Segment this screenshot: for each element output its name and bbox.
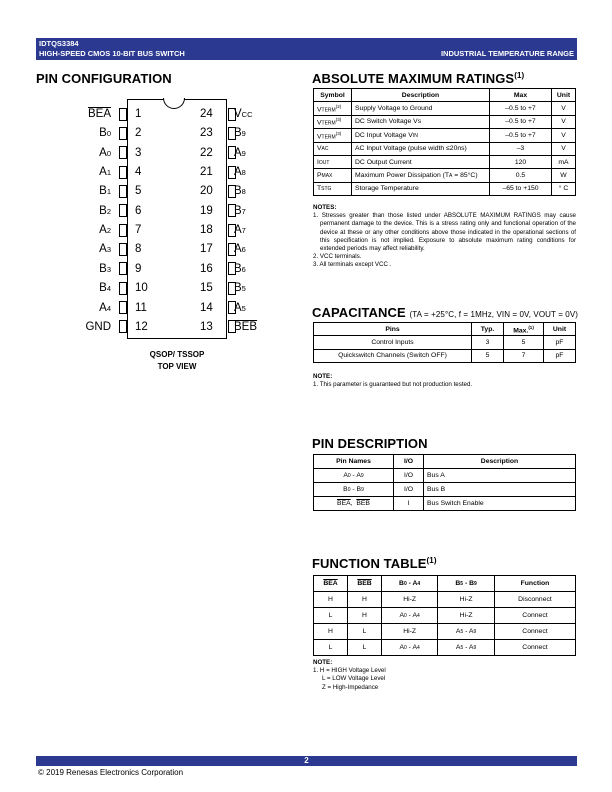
abs-max-notes	[313, 204, 576, 270]
pin-lead	[119, 224, 127, 237]
abs-max-title-text: ABSOLUTE MAXIMUM RATINGS	[312, 71, 515, 86]
table-cell: I/O	[394, 483, 424, 497]
pin-number: 11	[135, 301, 147, 314]
pin-lead	[119, 282, 127, 295]
pin-left-10	[60, 280, 150, 296]
function-table-title-text: FUNCTION TABLE	[312, 556, 427, 571]
pin-name: $\overline{BEB}$	[234, 320, 258, 333]
temperature-range: INDUSTRIAL TEMPERATURE RANGE	[440, 49, 574, 58]
pin-name: A3	[99, 243, 111, 256]
pin-lead	[119, 243, 127, 256]
table-row	[314, 182, 576, 195]
pin-name: B0	[99, 127, 111, 140]
table-cell: 120	[490, 155, 552, 168]
table-cell: mA	[552, 155, 576, 168]
pin-name: A8	[234, 166, 246, 179]
table-cell: AC Input Voltage (pulse width ≤20ns)	[352, 142, 490, 155]
pin-left-12	[60, 319, 150, 335]
table-cell: 5	[472, 349, 504, 362]
table-row	[314, 349, 576, 362]
pin-name: B8	[234, 185, 246, 198]
table-cell: pF	[544, 336, 576, 349]
pin-right-23	[200, 125, 290, 141]
pin-name: A1	[99, 166, 111, 179]
abs-max-notes-label: NOTES:	[313, 204, 337, 211]
pin-number: 12	[135, 320, 148, 333]
pin-left-4	[60, 164, 150, 180]
table-header-cell: Unit	[544, 323, 576, 336]
pin-lead	[119, 301, 127, 314]
pin-left-9	[60, 261, 150, 277]
table-header-cell: Typ.	[472, 323, 504, 336]
table-cell: V	[552, 102, 576, 115]
pin-right-21	[200, 164, 290, 180]
pin-number: 3	[135, 146, 142, 159]
pin-number: 1	[135, 108, 142, 120]
table-row	[314, 336, 576, 349]
package-caption	[127, 349, 227, 373]
pin-left-5	[60, 183, 150, 199]
table-cell: A0 - A4	[382, 608, 438, 624]
table-header-cell: B0 - A4	[382, 576, 438, 592]
table-header-row	[314, 323, 576, 336]
pin-number: 20	[200, 185, 213, 198]
table-header-cell: Max.$^{(1)}$	[504, 323, 544, 336]
table-header-cell: Symbol	[314, 89, 352, 102]
pin-name: B9	[234, 127, 246, 140]
capacitance-note-label: NOTE:	[313, 373, 333, 380]
table-cell: 7	[504, 349, 544, 362]
capacitance-table	[313, 322, 576, 363]
pin-lead	[119, 262, 127, 275]
table-header-row	[314, 89, 576, 102]
table-cell: VTERM$^{(2)}$	[314, 102, 352, 115]
pin-lead	[119, 204, 127, 217]
pin-name: $\overline{BEA}$	[87, 108, 111, 120]
table-cell: H	[314, 592, 348, 608]
pin-lead	[119, 185, 127, 198]
table-cell: TSTG	[314, 182, 352, 195]
table-cell: Storage Temperature	[352, 182, 490, 195]
function-note-3: Z = High-Impedance	[322, 683, 379, 691]
pin-number: 23	[200, 127, 213, 140]
abs-max-table	[313, 88, 576, 196]
pin-left-2	[60, 125, 150, 141]
table-cell: IOUT	[314, 155, 352, 168]
pin-left-3	[60, 145, 150, 161]
table-cell: VTERM$^{(3)}$	[314, 115, 352, 128]
table-cell: –65 to +150	[490, 182, 552, 195]
table-cell: Bus B	[424, 483, 576, 497]
table-header-cell: Max	[490, 89, 552, 102]
table-cell: $\overline{BEA}$, $\overline{BEB}$	[314, 497, 394, 511]
pin-lead	[119, 127, 127, 140]
capacitance-title	[312, 305, 578, 320]
page-header	[36, 38, 577, 60]
abs-max-note-1: 1. Stresses greater than those listed under ABSOLUTE MAXIMUM RATINGS may cause permanent damage to the device. This is a stress rating only and functional operation of the device at these or any other conditions above those indicated in the operational sections of this specification is not implied. Exposure to absolute maximum rating conditions for extended periods may affect reliability.	[313, 212, 576, 253]
pin-desc-title: PIN DESCRIPTION	[312, 436, 428, 451]
pin-number: 17	[200, 243, 213, 256]
function-table-notes	[313, 659, 576, 692]
table-row	[314, 155, 576, 168]
table-header-row	[314, 455, 576, 469]
table-cell: A0 - A9	[314, 469, 394, 483]
table-cell: L	[314, 608, 348, 624]
pin-right-19	[200, 203, 290, 219]
pin-number: 24	[200, 108, 213, 120]
table-cell: Disconnect	[494, 592, 575, 608]
table-cell: L	[314, 640, 348, 656]
capacitance-note: 1. This parameter is guaranteed but not production tested.	[313, 381, 473, 389]
pin-number: 14	[200, 301, 213, 314]
table-cell: DC Switch Voltage Vs	[352, 115, 490, 128]
pin-number: 5	[135, 185, 142, 198]
table-cell: –0.5 to +7	[490, 115, 552, 128]
table-cell: Maximum Power Dissipation (TA = 85°C)	[352, 169, 490, 182]
pin-lead	[119, 320, 127, 333]
pin-name: B7	[234, 204, 246, 217]
pin-name: VCC	[234, 108, 253, 120]
pin-left-11	[60, 300, 150, 316]
pin-right-16	[200, 261, 290, 277]
table-row	[314, 483, 576, 497]
pin-name: B2	[99, 204, 111, 217]
pin-name: A9	[234, 146, 246, 159]
table-row	[314, 469, 576, 483]
table-cell: B0 - B9	[314, 483, 394, 497]
table-cell: 5	[504, 336, 544, 349]
capacitance-notes	[313, 373, 576, 389]
page-number: 2	[304, 756, 309, 765]
table-cell: Quickswitch Channels (Switch OFF)	[314, 349, 472, 362]
table-cell: –0.5 to +7	[490, 129, 552, 142]
table-cell: V	[552, 129, 576, 142]
function-table-title	[312, 556, 437, 571]
pin-name: B4	[99, 282, 111, 295]
table-cell: Connect	[494, 640, 575, 656]
pin-name: A2	[99, 224, 111, 237]
abs-max-title-sup: (1)	[514, 71, 525, 80]
table-header-cell: Description	[352, 89, 490, 102]
table-row	[314, 102, 576, 115]
table-cell: H	[348, 608, 382, 624]
pin-number: 22	[200, 146, 213, 159]
pin-right-15	[200, 280, 290, 296]
pin-name: GND	[85, 320, 111, 333]
table-cell: Hi-Z	[438, 592, 495, 608]
pin-left-1	[60, 106, 150, 122]
table-header-cell: $\overline{BEA}$	[314, 576, 348, 592]
table-row	[314, 640, 576, 656]
table-header-cell: Function	[494, 576, 575, 592]
table-cell: Hi-Z	[382, 624, 438, 640]
table-row	[314, 624, 576, 640]
abs-max-note-2: 2. VCC terminals.	[313, 253, 362, 261]
pin-right-18	[200, 222, 290, 238]
part-number: IDTQS3384	[39, 39, 79, 48]
table-header-cell: Unit	[552, 89, 576, 102]
pin-number: 16	[200, 262, 213, 275]
function-note-2: L = LOW Voltage Level	[322, 675, 386, 683]
pin-desc-table	[313, 454, 576, 511]
table-cell: –3	[490, 142, 552, 155]
table-cell: 0.5	[490, 169, 552, 182]
pin-lead	[119, 108, 127, 121]
table-cell: I	[394, 497, 424, 511]
table-cell: L	[348, 624, 382, 640]
pin-number: 21	[200, 166, 213, 179]
table-cell: I/O	[394, 469, 424, 483]
table-cell: V	[552, 115, 576, 128]
pin-right-22	[200, 145, 290, 161]
table-header-cell: B5 - B9	[438, 576, 495, 592]
pin-number: 4	[135, 166, 142, 179]
table-cell: 3	[472, 336, 504, 349]
table-cell: –0.5 to +7	[490, 102, 552, 115]
pin-left-8	[60, 241, 150, 257]
table-cell: W	[552, 169, 576, 182]
pin-right-13	[200, 319, 290, 335]
table-cell: L	[348, 640, 382, 656]
package-type: QSOP/ TSSOP	[149, 350, 205, 359]
pin-name: B6	[234, 262, 246, 275]
pin-right-24	[200, 106, 290, 122]
table-cell: Supply Voltage to Ground	[352, 102, 490, 115]
table-header-row	[314, 576, 576, 592]
pin-name: A6	[234, 243, 246, 256]
table-cell: DC Output Current	[352, 155, 490, 168]
pin-number: 15	[200, 282, 213, 295]
table-cell: pF	[544, 349, 576, 362]
table-cell: Hi-Z	[438, 608, 495, 624]
pin-right-14	[200, 300, 290, 316]
table-cell: A5 - A9	[438, 640, 495, 656]
function-table-title-sup: (1)	[426, 556, 437, 565]
table-cell: Bus Switch Enable	[424, 497, 576, 511]
table-cell: Connect	[494, 624, 575, 640]
function-note-label: NOTE:	[313, 659, 333, 666]
pin-number: 6	[135, 204, 142, 217]
pin-number: 18	[200, 224, 213, 237]
table-cell: PMAX	[314, 169, 352, 182]
table-row	[314, 592, 576, 608]
pin-number: 10	[135, 282, 148, 295]
pin-name: A4	[99, 301, 111, 314]
function-table	[313, 575, 576, 656]
table-row	[314, 142, 576, 155]
pin-number: 2	[135, 127, 142, 140]
pin-left-7	[60, 222, 150, 238]
table-cell: V	[552, 142, 576, 155]
document-subtitle: HIGH-SPEED CMOS 10-BIT BUS SWITCH	[39, 49, 185, 58]
pin-number: 9	[135, 262, 142, 275]
pin-number: 19	[200, 204, 213, 217]
capacitance-title-text: CAPACITANCE	[312, 305, 406, 320]
table-row	[314, 129, 576, 142]
table-row	[314, 169, 576, 182]
table-cell: H	[314, 624, 348, 640]
table-header-cell: Pins	[314, 323, 472, 336]
pin-name: B3	[99, 262, 111, 275]
pin-number: 8	[135, 243, 142, 256]
table-row	[314, 497, 576, 511]
table-header-cell: $\overline{BEB}$	[348, 576, 382, 592]
table-cell: DC Input Voltage VIN	[352, 129, 490, 142]
pin-number: 13	[200, 320, 213, 333]
table-cell: Hi-Z	[382, 592, 438, 608]
table-cell: A5 - A9	[438, 624, 495, 640]
pin-lead	[119, 166, 127, 179]
pin-name: B5	[234, 282, 246, 295]
pin-name: A7	[234, 224, 246, 237]
table-header-cell: I/O	[394, 455, 424, 469]
table-cell: VTERM$^{(3)}$	[314, 129, 352, 142]
table-cell: H	[348, 592, 382, 608]
table-header-cell: Description	[424, 455, 576, 469]
package-view: TOP VIEW	[157, 362, 197, 371]
pin-left-6	[60, 203, 150, 219]
pin-name: A0	[99, 146, 111, 159]
abs-max-title	[312, 71, 524, 86]
pin-right-20	[200, 183, 290, 199]
pin-right-17	[200, 241, 290, 257]
function-note-1: 1. H = HIGH Voltage Level	[313, 667, 386, 675]
pin-config-title: PIN CONFIGURATION	[36, 71, 172, 86]
table-cell: ° C	[552, 182, 576, 195]
table-cell: Connect	[494, 608, 575, 624]
pin-name: A5	[234, 301, 246, 314]
table-row	[314, 608, 576, 624]
table-cell: VAC	[314, 142, 352, 155]
table-cell: Bus A	[424, 469, 576, 483]
pin-lead	[119, 146, 127, 159]
table-cell: A0 - A4	[382, 640, 438, 656]
table-row	[314, 115, 576, 128]
pin-name: B1	[99, 185, 111, 198]
table-cell: Control Inputs	[314, 336, 472, 349]
abs-max-note-3: 3. All terminals except VCC .	[313, 261, 392, 269]
capacitance-conditions: (TA = +25°C, f = 1MHz, VIN = 0V, VOUT = 0V)	[409, 310, 579, 319]
table-header-cell: Pin Names	[314, 455, 394, 469]
pin-number: 7	[135, 224, 142, 237]
copyright: © 2019 Renesas Electronics Corporation	[38, 768, 184, 777]
page-number-bar	[36, 756, 577, 766]
